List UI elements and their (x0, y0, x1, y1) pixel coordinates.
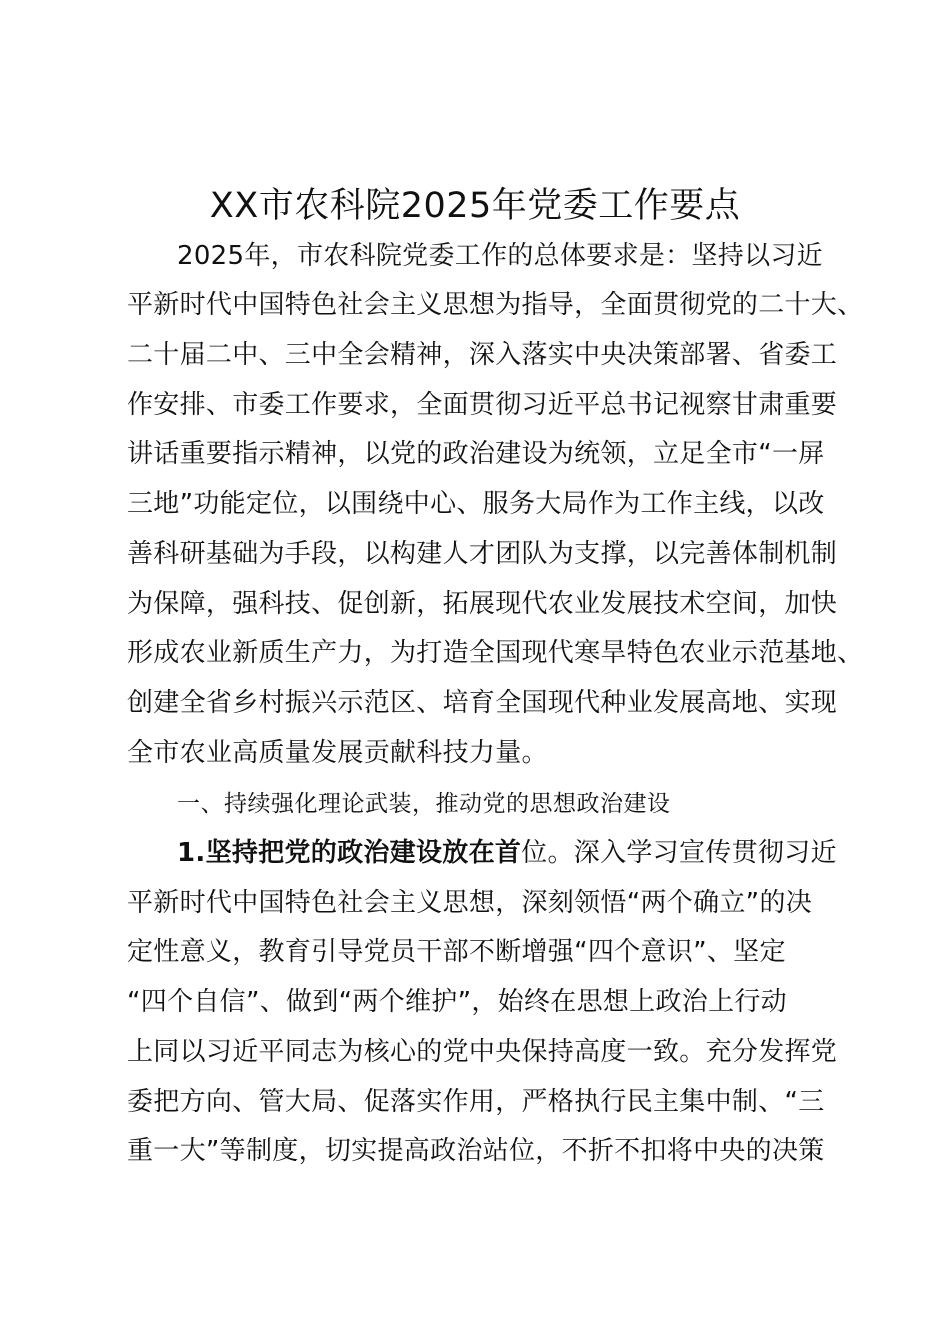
item-one-line: 委把方向、管大局、促落实作用，严格执行民主集中制、“三 (127, 1087, 825, 1117)
document-title: XX市农科院2025年党委工作要点 (209, 186, 741, 226)
item-one-line: 重一大”等制度，切实提高政治站位，不折不扣将中央的决策 (127, 1136, 825, 1166)
item-one-line: 定性意义，教育引导党员干部不断增强“四个意识”、坚定 (127, 937, 786, 967)
intro-line: 为保障，强科技、促创新，拓展现代农业发展技术空间，加快 (127, 589, 838, 619)
intro-line: 形成农业新质生产力，为打造全国现代寒旱特色农业示范基地、 (127, 638, 864, 668)
intro-line: 二十届二中、三中全会精神，深入落实中央决策部署、省委工 (127, 340, 838, 370)
intro-line: 作安排、市委工作要求，全面贯彻习近平总书记视察甘肃重要 (127, 390, 838, 420)
intro-line: 2025年，市农科院党委工作的总体要求是：坚持以习近 (177, 241, 823, 271)
intro-line: 三地”功能定位，以围绕中心、服务大局作为工作主线，以改 (127, 489, 825, 519)
intro-line: 善科研基础为手段，以构建人才团队为支撑，以完善体制机制 (127, 539, 838, 569)
intro-line: 创建全省乡村振兴示范区、培育全国现代种业发展高地、实现 (127, 688, 838, 718)
intro-line: 平新时代中国特色社会主义思想为指导，全面贯彻党的二十大、 (127, 290, 864, 320)
item-one-first-line (177, 836, 837, 870)
section-heading: 一、持续强化理论武装，推动党的思想政治建设 (177, 791, 671, 817)
intro-line: 全市农业高质量发展贡献科技力量。 (127, 738, 548, 768)
item-one-line: 上同以习近平同志为核心的党中央保持高度一致。充分发挥党 (127, 1037, 838, 1067)
item-one-line: “四个自信”、做到“两个维护”，始终在思想上政治上行动 (127, 987, 787, 1017)
item-one-lead: 1.坚持把党的政治建设放在首 (177, 838, 522, 868)
item-one-line: 平新时代中国特色社会主义思想，深刻领悟“两个确立”的决 (127, 888, 813, 918)
item-one-first-line-rest: 位。深入学习宣传贯彻习近 (521, 838, 837, 868)
intro-line: 讲话重要指示精神，以党的政治建设为统领，立足全市“一屏 (127, 439, 825, 469)
